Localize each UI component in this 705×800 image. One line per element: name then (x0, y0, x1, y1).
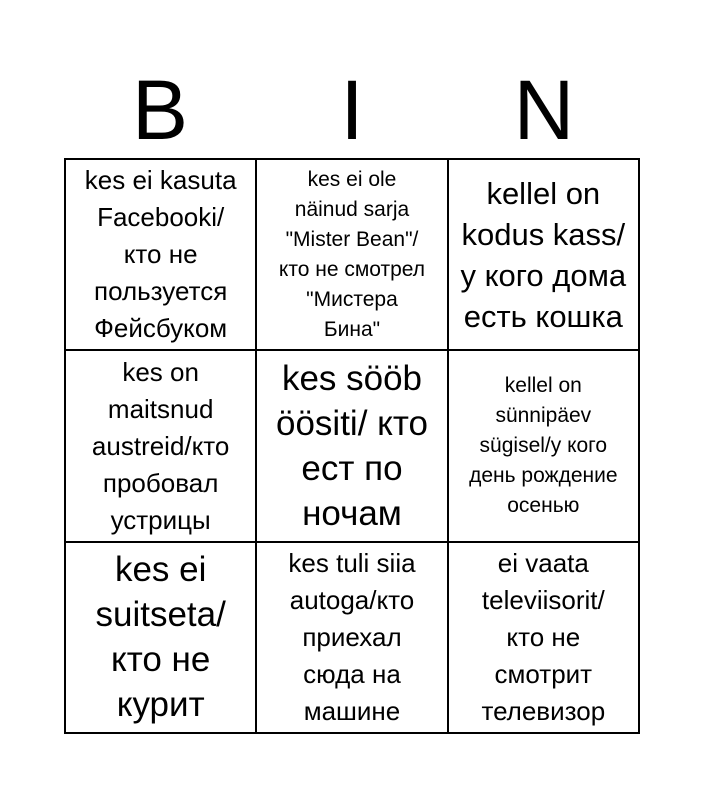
header-letter-b: B (131, 63, 189, 157)
bingo-cell[interactable] (66, 351, 257, 542)
bingo-cell[interactable] (257, 160, 448, 351)
bingo-cell[interactable] (449, 543, 640, 734)
bingo-cell[interactable] (257, 351, 448, 542)
cell-text: kes on maitsnud austreid/кто пробовал устрицы (91, 356, 230, 535)
bingo-cell[interactable] (66, 543, 257, 734)
cell-text: kellel on kodus kass/ у кого дома есть кошка (460, 175, 627, 334)
cell-text: kes ei suitseta/ кто не курит (95, 550, 226, 725)
bingo-cell[interactable] (257, 543, 448, 734)
cell-text: kes ei ole näinud sarja "Mister Bean"/ кто не смотрел "Мистера Бина" (278, 167, 426, 341)
header-letter-i: I (340, 63, 364, 157)
cell-text: kes tuli siia autoga/кто приехал сюда на машине (288, 547, 416, 726)
header-letter-n: N (513, 63, 575, 157)
cell-text: kes ei kasuta Facebooki/ кто не пользуется Фейсбуком (84, 165, 237, 344)
bingo-cell[interactable] (66, 160, 257, 351)
bingo-cell[interactable] (449, 160, 640, 351)
bingo-grid (64, 158, 640, 734)
bingo-cell[interactable] (449, 351, 640, 542)
cell-text: ei vaata televiisorit/ кто не смотрит телевизор (481, 547, 606, 726)
cell-text: kes sööb öösiti/ кто ест по ночам (276, 358, 428, 533)
cell-text: kellel on sünnipäev sügisel/у кого день рождение осенью (469, 373, 618, 517)
